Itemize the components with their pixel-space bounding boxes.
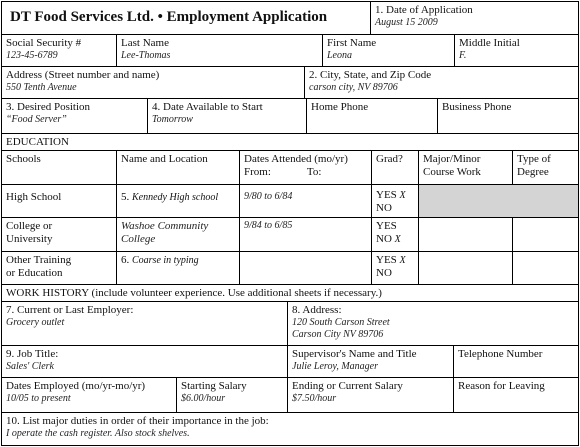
grad-no-label: NO	[376, 267, 392, 279]
grad-yes-label: YES	[376, 220, 397, 232]
supervisor-field[interactable]	[287, 345, 454, 378]
business-phone-field[interactable]	[437, 98, 579, 134]
edu-row-other-type	[1, 251, 117, 285]
edu-row-other-major[interactable]	[418, 251, 513, 285]
edu-row-highschool-name-text	[121, 191, 235, 204]
edu-row-highschool-grad[interactable]	[371, 184, 419, 218]
date-of-application-label: 1. Date of Application	[375, 4, 473, 16]
edu-header-dates-label: Dates Attended (mo/yr)	[244, 153, 348, 165]
edu-header-name-location	[116, 150, 240, 185]
grad-no-label: NO	[376, 233, 392, 245]
city-state-zip-field[interactable]	[304, 66, 579, 99]
edu-row-college-major[interactable]	[418, 217, 513, 252]
edu-row-highschool-type-label: High School	[6, 191, 62, 203]
edu-header-degree	[512, 150, 579, 185]
education-section-label: EDUCATION	[6, 136, 69, 148]
form-title-text: DT Food Services Ltd. • Employment Application	[10, 9, 328, 25]
edu-row-college-name-line1: Washoe Community	[121, 220, 209, 232]
major-duties-value: I operate the cash register. Also stock shelves.	[6, 428, 190, 439]
edu-row-college-type-line2: University	[6, 233, 53, 245]
last-name-field[interactable]	[116, 34, 323, 67]
edu-row-other-number: 6.	[121, 254, 130, 266]
reason-for-leaving-field[interactable]	[453, 377, 579, 413]
address-field[interactable]	[1, 66, 305, 99]
edu-row-highschool-type	[1, 184, 117, 218]
telephone-field[interactable]	[453, 345, 579, 378]
edu-row-highschool-grad-yes	[376, 189, 414, 202]
edu-row-highschool-dates[interactable]	[239, 184, 372, 218]
work-history-section-label: WORK HISTORY (include volunteer experience. Use additional sheets if necessary.)	[6, 287, 382, 299]
edu-row-college-dates[interactable]	[239, 217, 372, 252]
edu-header-major-line1: Major/Minor	[423, 153, 481, 165]
desired-position-label: 3. Desired Position	[6, 101, 91, 113]
supervisor-value: Julie Leroy, Manager	[292, 361, 379, 372]
desired-position-field[interactable]	[1, 98, 148, 134]
edu-header-major	[418, 150, 513, 185]
edu-header-grad	[371, 150, 419, 185]
edu-row-highschool-grad-no	[376, 202, 414, 215]
employer-value: Grocery outlet	[6, 317, 65, 328]
edu-row-college-type-line1: College or	[6, 220, 53, 232]
employer-field[interactable]	[1, 301, 288, 346]
edu-header-from: From:	[244, 166, 271, 178]
major-duties-field[interactable]	[1, 412, 579, 446]
edu-row-other-name-value: Coarse in typing	[132, 255, 199, 266]
edu-row-college-grad-yes	[376, 220, 414, 233]
edu-row-college-type	[1, 217, 117, 252]
first-name-label: First Name	[327, 37, 377, 49]
grad-yes-mark: X	[399, 190, 406, 201]
edu-row-college-grad[interactable]	[371, 217, 419, 252]
first-name-value: Leona	[327, 50, 352, 61]
last-name-label: Last Name	[121, 37, 169, 49]
edu-row-other-grad-no	[376, 267, 414, 280]
desired-position-value: “Food Server”	[6, 114, 67, 125]
grad-no-mark: X	[394, 234, 401, 245]
edu-row-college-degree[interactable]	[512, 217, 579, 252]
address-label: Address (Street number and name)	[6, 69, 160, 81]
ssn-label: Social Security #	[6, 37, 82, 49]
work-history-section-header	[1, 284, 579, 302]
education-section-header	[1, 133, 579, 151]
starting-salary-label: Starting Salary	[181, 380, 247, 392]
reason-for-leaving-label: Reason for Leaving	[458, 380, 545, 392]
edu-row-college-name-line2: College	[121, 233, 156, 245]
supervisor-label: Supervisor's Name and Title	[292, 348, 417, 360]
edu-row-other-type-line2: or Education	[6, 267, 63, 279]
edu-header-degree-line2: Degree	[517, 166, 549, 178]
telephone-label: Telephone Number	[458, 348, 543, 360]
edu-header-from-to	[244, 166, 367, 179]
ending-salary-value: $7.50/hour	[292, 393, 337, 404]
edu-row-other-type-line1: Other Training	[6, 254, 72, 266]
edu-header-grad-label: Grad?	[376, 153, 403, 165]
grad-yes-mark: X	[399, 255, 406, 266]
address-value: 550 Tenth Avenue	[6, 82, 77, 93]
home-phone-field[interactable]	[306, 98, 438, 134]
edu-header-degree-line1: Type of	[517, 153, 551, 165]
employer-address-line2: Carson City NV 89706	[292, 329, 384, 340]
starting-salary-value: $6.00/hour	[181, 393, 226, 404]
city-state-zip-value: carson city, NV 89706	[309, 82, 398, 93]
date-of-application-value: August 15 2009	[375, 17, 438, 28]
edu-row-highschool-name-value: Kennedy High school	[132, 192, 219, 203]
job-title-value: Sales' Clerk	[6, 361, 54, 372]
dates-employed-field[interactable]	[1, 377, 177, 413]
job-title-field[interactable]	[1, 345, 288, 378]
middle-initial-label: Middle Initial	[459, 37, 520, 49]
major-duties-label: 10. List major duties in order of their importance in the job:	[6, 415, 269, 427]
employer-label: 7. Current or Last Employer:	[6, 304, 134, 316]
grad-yes-label: YES	[376, 189, 397, 201]
dates-employed-label: Dates Employed (mo/yr-mo/yr)	[6, 380, 146, 392]
edu-header-name-location-label: Name and Location	[121, 153, 208, 165]
edu-row-highschool-major-degree-shaded	[418, 184, 579, 218]
dates-employed-value: 10/05 to present	[6, 393, 71, 404]
edu-row-college-name[interactable]	[116, 217, 240, 252]
edu-row-other-name[interactable]	[116, 251, 240, 285]
edu-header-major-line2: Course Work	[423, 166, 481, 178]
edu-header-dates	[239, 150, 372, 185]
edu-row-other-name-text	[121, 254, 235, 267]
date-available-field[interactable]	[147, 98, 307, 134]
edu-row-college-dates-value: 9/84 to 6/85	[244, 220, 293, 231]
ssn-value: 123-45-6789	[6, 50, 58, 61]
edu-row-college-grad-no	[376, 233, 414, 246]
middle-initial-value: F.	[459, 50, 467, 61]
form-title	[1, 1, 371, 35]
ending-salary-field[interactable]	[287, 377, 454, 413]
business-phone-label: Business Phone	[442, 101, 512, 113]
starting-salary-field[interactable]	[176, 377, 288, 413]
edu-header-to: To:	[306, 166, 322, 178]
first-name-field[interactable]	[322, 34, 455, 67]
job-title-label: 9. Job Title:	[6, 348, 59, 360]
edu-row-highschool-name[interactable]	[116, 184, 240, 218]
edu-row-highschool-dates-value: 9/80 to 6/84	[244, 191, 293, 202]
ending-salary-label: Ending or Current Salary	[292, 380, 403, 392]
city-state-zip-label: 2. City, State, and Zip Code	[309, 69, 432, 81]
grad-yes-label: YES	[376, 254, 397, 266]
edu-row-other-degree[interactable]	[512, 251, 579, 285]
edu-row-other-grad-yes	[376, 254, 414, 267]
ssn-field[interactable]	[1, 34, 117, 67]
employer-address-field[interactable]	[287, 301, 579, 346]
date-available-value: Tomorrow	[152, 114, 193, 125]
date-of-application-field[interactable]	[370, 1, 579, 35]
edu-row-other-dates[interactable]	[239, 251, 372, 285]
last-name-value: Lee-Thomas	[121, 50, 171, 61]
edu-row-highschool-number: 5.	[121, 191, 130, 203]
edu-header-schools-label: Schools	[6, 153, 41, 165]
employer-address-line1: 120 South Carson Street	[292, 317, 390, 328]
grad-no-label: NO	[376, 202, 392, 214]
middle-initial-field[interactable]	[454, 34, 579, 67]
edu-header-schools	[1, 150, 117, 185]
edu-row-other-grad[interactable]	[371, 251, 419, 285]
date-available-label: 4. Date Available to Start	[152, 101, 263, 113]
employer-address-label: 8. Address:	[292, 304, 342, 316]
home-phone-label: Home Phone	[311, 101, 369, 113]
